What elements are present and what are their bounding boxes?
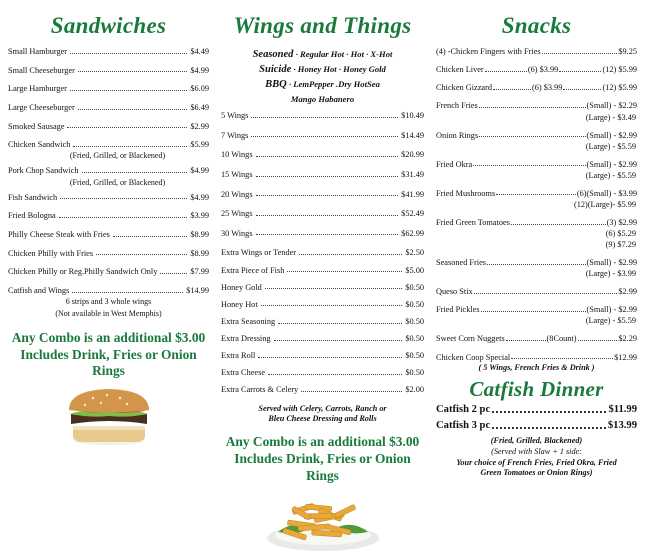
combo-line-2: Includes Drink, Fries or Onion Rings — [234, 450, 411, 483]
item-price: $7.99 — [190, 267, 209, 277]
item-name: Chicken Philly with Fries — [8, 248, 94, 258]
leader-dots — [72, 291, 183, 293]
item-price: $13.99 — [607, 420, 637, 432]
leader-dots — [82, 171, 188, 173]
item-price-large: (Large) - $5.59 — [585, 141, 636, 151]
menu-item-row — [221, 283, 424, 292]
leader-dots — [492, 426, 606, 429]
item-name: Large Hamburger — [8, 84, 67, 94]
flavor-label: Seasoned — [252, 49, 294, 60]
leader-dots — [493, 88, 531, 90]
leader-dots — [67, 126, 187, 128]
menu-item-row — [221, 385, 424, 394]
menu-item-row — [221, 150, 424, 159]
item-price-large: (Large) - $3.49 — [585, 112, 636, 122]
leader-dots — [301, 390, 402, 392]
item-name: Chicken Liver — [436, 65, 484, 75]
item-price-small: (Small) - $2.99 — [586, 159, 637, 169]
item-price: $12.99 — [614, 352, 637, 362]
item-price-large: (12) $5.99 — [602, 83, 638, 93]
item-name: Fried Okra — [436, 159, 473, 169]
menu-item-row — [221, 266, 424, 275]
item-name: Onion Rings — [436, 130, 479, 140]
item-price: $4.99 — [190, 192, 209, 202]
hamburger-illustration — [57, 384, 161, 446]
leader-dots — [479, 135, 585, 137]
item-note: (Fried, Grilled, or Blackened) — [69, 177, 166, 187]
item-price-large: (Large) - $3.99 — [585, 269, 636, 279]
item-price-small: (6) $3.99 — [527, 65, 559, 75]
item-price: $4.99 — [190, 65, 209, 75]
menu-item-row — [436, 334, 637, 343]
item-name: Fried Pickles — [436, 305, 480, 315]
item-price: $3.99 — [190, 211, 209, 221]
leader-dots — [485, 70, 527, 72]
snacks-heading: Snacks — [501, 13, 572, 38]
leader-dots — [70, 89, 187, 91]
menu-item-row — [8, 230, 209, 239]
combo-line-2: Includes Drink, Fries or Onion Rings — [20, 346, 197, 379]
leader-dots — [492, 410, 606, 413]
item-price-3: (3) $2.99 — [606, 217, 637, 227]
wings-heading: Wings and Things — [233, 13, 412, 38]
item-name: Extra Wings or Tender — [221, 248, 297, 258]
menu-item-row — [221, 131, 424, 140]
leader-dots — [268, 373, 402, 375]
served-line-1: Served with Celery, Carrots, Ranch or — [258, 403, 387, 413]
leader-dots — [287, 270, 402, 272]
item-price: $9.25 — [618, 47, 637, 56]
flavor-line — [221, 62, 424, 77]
leader-dots — [256, 155, 399, 157]
menu-item-row — [436, 287, 637, 296]
item-price: $62.99 — [401, 228, 424, 238]
menu-item-row — [8, 66, 209, 75]
item-name: 5 Wings — [221, 111, 249, 121]
catfish-dinner-notes — [436, 436, 637, 479]
leader-dots — [563, 88, 601, 90]
flavor-label: Suicide — [259, 64, 292, 76]
item-price-small: (Small) - $2.99 — [586, 258, 637, 267]
item-name: 20 Wings — [221, 189, 253, 199]
catfish-note-3: Your choice of French Fries, Fried Okra, Fried — [456, 457, 617, 467]
item-price: $2.99 — [618, 287, 637, 297]
item-price: $20.99 — [401, 150, 424, 160]
french-fries-photo — [221, 488, 424, 554]
menu-item-row — [436, 131, 637, 140]
leader-dots — [60, 197, 187, 199]
item-name: Smoked Sausage — [8, 121, 65, 131]
item-name: Queso Stix — [436, 287, 473, 297]
menu-item-row — [436, 353, 637, 362]
leader-dots — [256, 214, 399, 216]
menu-item-row — [436, 160, 637, 169]
item-price: $6.09 — [190, 84, 209, 94]
item-price: $5.00 — [405, 265, 424, 275]
menu-item-row — [221, 170, 424, 179]
menu-item-row — [8, 166, 209, 175]
flavor-label: BBQ — [265, 79, 287, 91]
item-price: $0.50 — [405, 282, 424, 292]
item-name: 25 Wings — [221, 209, 253, 219]
menu-item-row — [8, 84, 209, 93]
item-name: Honey Hot — [221, 299, 258, 309]
item-name: Small Cheeseburger — [8, 65, 75, 75]
leader-dots — [299, 253, 402, 255]
served-with-note — [221, 404, 424, 425]
item-price: $0.50 — [405, 299, 424, 309]
item-price: $6.49 — [190, 102, 209, 112]
item-name: Large Cheeseburger — [8, 102, 75, 112]
catfish-wings-note-2: (Not available in West Memphis) — [55, 309, 162, 319]
item-name: Chicken Coop Special — [436, 352, 511, 362]
item-price-large: (12)(Large)- $5.99 — [573, 199, 636, 209]
item-name: Extra Carrots & Celery — [221, 385, 299, 395]
snacks-column — [430, 0, 645, 500]
served-line-2: Bleu Cheese Dressing and Rolls — [268, 413, 377, 423]
leader-dots — [251, 116, 398, 118]
item-name: Small Hamburger — [8, 47, 68, 56]
leader-dots — [496, 193, 576, 195]
leader-dots — [96, 253, 187, 255]
item-price: $0.50 — [405, 316, 424, 326]
item-price-small: (6) $3.99 — [532, 83, 563, 93]
fries-illustration — [248, 488, 398, 554]
item-name: Catfish 2 pc — [436, 403, 491, 415]
item-price: $10.49 — [401, 111, 424, 121]
catfish-note-1: (Fried, Grilled, Blackened) — [490, 436, 583, 446]
item-name: Extra Roll — [221, 351, 256, 361]
item-name: Philly Cheese Steak with Fries — [8, 230, 110, 239]
item-price-9: (9) $7.29 — [605, 240, 636, 249]
menu-item-row — [8, 211, 209, 220]
menu-item-row — [8, 140, 209, 149]
catfish-dinner-section — [436, 376, 637, 479]
item-price: $31.49 — [401, 169, 424, 179]
flavor-last: Mango Habanero — [290, 93, 355, 104]
item-price-large: (Large) - $5.59 — [585, 170, 636, 180]
menu-item-row — [436, 189, 637, 198]
catfish-wings-note-1: 6 strips and 3 whole wings — [65, 297, 152, 306]
leader-dots — [506, 339, 546, 341]
item-name: Fish Sandwich — [8, 192, 58, 202]
flavor-line — [221, 47, 424, 62]
item-name: Fried Bologna — [8, 211, 56, 221]
item-count: (8Count) — [546, 334, 577, 344]
menu-item-row — [436, 65, 637, 74]
menu-item-row — [436, 420, 637, 432]
combo-offer — [8, 330, 209, 380]
leader-dots — [256, 175, 399, 177]
leader-dots — [473, 164, 585, 166]
item-price: $14.99 — [186, 285, 209, 295]
menu-item-row — [8, 267, 209, 276]
leader-dots — [59, 216, 188, 218]
leader-dots — [70, 52, 187, 54]
item-price: $2.00 — [405, 385, 424, 395]
item-price: $2.99 — [190, 121, 209, 131]
leader-dots — [258, 356, 402, 358]
catfish-note-4: Green Tomatoes or Onion Rings) — [480, 468, 593, 478]
menu-item-row — [221, 351, 424, 360]
menu-item-row — [436, 305, 637, 314]
flavor-options: · Regular Hot · Hot · X-Hot — [295, 49, 393, 59]
item-name: 15 Wings — [221, 169, 253, 179]
leader-dots — [474, 292, 618, 294]
item-price: $2.50 — [405, 248, 424, 258]
menu-item-row — [221, 334, 424, 343]
menu-item-row — [221, 229, 424, 238]
flavor-options: · Honey Hot · Honey Gold — [293, 64, 386, 75]
leader-dots — [578, 339, 618, 341]
item-price: $11.99 — [608, 403, 637, 415]
item-price: $8.99 — [190, 248, 209, 258]
item-price-small: (Small) - $2.99 — [586, 305, 637, 315]
coop-special-note: ( 5 Wings, French Fries & Drink ) — [478, 362, 595, 372]
item-price-large: (Large) - $5.59 — [585, 316, 636, 326]
item-name: (4) -Chicken Fingers with Fries — [436, 47, 541, 56]
menu-item-row — [221, 317, 424, 326]
menu-item-row — [8, 249, 209, 258]
item-price: $0.50 — [405, 334, 424, 344]
leader-dots — [73, 145, 187, 147]
leader-dots — [511, 223, 606, 225]
leader-dots — [256, 194, 399, 196]
menu-item-row — [436, 47, 637, 56]
leader-dots — [479, 106, 586, 108]
leader-dots — [278, 322, 402, 324]
catfish-note-2: (Served with Slaw + 1 side: — [491, 446, 582, 456]
menu-item-row — [8, 103, 209, 112]
menu-item-row — [221, 111, 424, 120]
item-name: Extra Piece of Fish — [221, 265, 285, 275]
leader-dots — [113, 235, 187, 237]
menu-item-row — [8, 286, 209, 295]
item-price: $4.49 — [190, 47, 209, 56]
leader-dots — [487, 263, 586, 265]
leader-dots — [511, 357, 613, 359]
menu-item-row — [221, 248, 424, 257]
menu-item-row — [8, 193, 209, 202]
item-name: Fried Green Tomatoes — [436, 217, 510, 227]
menu-item-row — [221, 209, 424, 218]
item-price-small: (6)(Small) - $3.99 — [576, 188, 637, 198]
menu-item-row — [221, 190, 424, 199]
leader-dots — [256, 233, 399, 235]
item-name: Honey Gold — [221, 282, 262, 292]
item-name: Extra Dressing — [221, 334, 271, 344]
leader-dots — [261, 304, 403, 306]
leader-dots — [559, 70, 601, 72]
leader-dots — [78, 108, 188, 110]
item-name: 7 Wings — [221, 130, 249, 140]
leader-dots — [251, 135, 398, 137]
menu-item-row — [221, 300, 424, 309]
menu-item-row — [436, 258, 637, 267]
hamburger-photo — [8, 384, 209, 446]
menu-item-row — [436, 83, 637, 92]
combo-offer — [221, 434, 424, 484]
leader-dots — [160, 272, 187, 274]
leader-dots — [274, 339, 403, 341]
item-name: Catfish and Wings — [8, 285, 70, 295]
item-name: 10 Wings — [221, 150, 253, 160]
item-name: Chicken Sandwich — [8, 140, 71, 150]
item-price: $52.49 — [401, 209, 424, 219]
item-price-large: (12) $5.99 — [602, 65, 638, 75]
item-name: French Fries — [436, 101, 478, 111]
item-name: Sweet Corn Nuggets — [436, 334, 505, 344]
flavor-options: · LemPepper .Dry HotSea — [288, 79, 380, 90]
wing-flavors-list — [221, 47, 424, 105]
item-price: $0.50 — [405, 368, 424, 378]
item-price: $14.49 — [401, 130, 424, 140]
menu-item-row — [436, 101, 637, 110]
item-name: Fried Mushrooms — [436, 188, 496, 198]
menu-item-row — [436, 404, 637, 416]
leader-dots — [265, 287, 403, 289]
item-name: Chicken Philly or Reg.Philly Sandwich Only — [8, 267, 158, 277]
item-price: $2.29 — [618, 334, 638, 344]
flavor-line — [221, 77, 424, 92]
sandwiches-column — [0, 0, 215, 500]
leader-dots — [481, 310, 586, 312]
menu-item-row — [8, 122, 209, 131]
item-price-6: (6) $5.29 — [605, 229, 636, 238]
combo-line-1: Any Combo is an additional $3.00 — [225, 434, 420, 450]
combo-line-1: Any Combo is an additional $3.00 — [11, 329, 206, 345]
catfish-dinner-heading: Catfish Dinner — [469, 376, 604, 401]
item-name: Pork Chop Sandwich — [8, 166, 79, 176]
menu-item-row — [8, 47, 209, 56]
item-name: Seasoned Fries — [436, 258, 487, 267]
item-note: (Fried, Grilled, or Blackened) — [69, 151, 166, 161]
item-name: Extra Cheese — [221, 368, 266, 378]
leader-dots — [78, 70, 187, 72]
item-name: 30 Wings — [221, 228, 253, 238]
item-price: $41.99 — [401, 189, 424, 199]
item-name: Extra Seasoning — [221, 316, 276, 326]
item-price: $5.99 — [190, 140, 209, 150]
item-price-small: (Small) - $2.29 — [586, 101, 637, 111]
item-price: $8.99 — [190, 230, 209, 239]
leader-dots — [542, 52, 618, 54]
item-name: Chicken Gizzard — [436, 83, 492, 93]
item-price-small: (Small) - $2.99 — [586, 130, 637, 140]
item-name: Catfish 3 pc — [436, 420, 491, 432]
sandwiches-heading: Sandwiches — [50, 13, 167, 38]
menu-item-row — [436, 218, 637, 227]
item-price: $4.99 — [190, 166, 209, 176]
wings-column — [215, 0, 430, 500]
item-price: $0.50 — [405, 351, 424, 361]
menu-item-row — [221, 368, 424, 377]
